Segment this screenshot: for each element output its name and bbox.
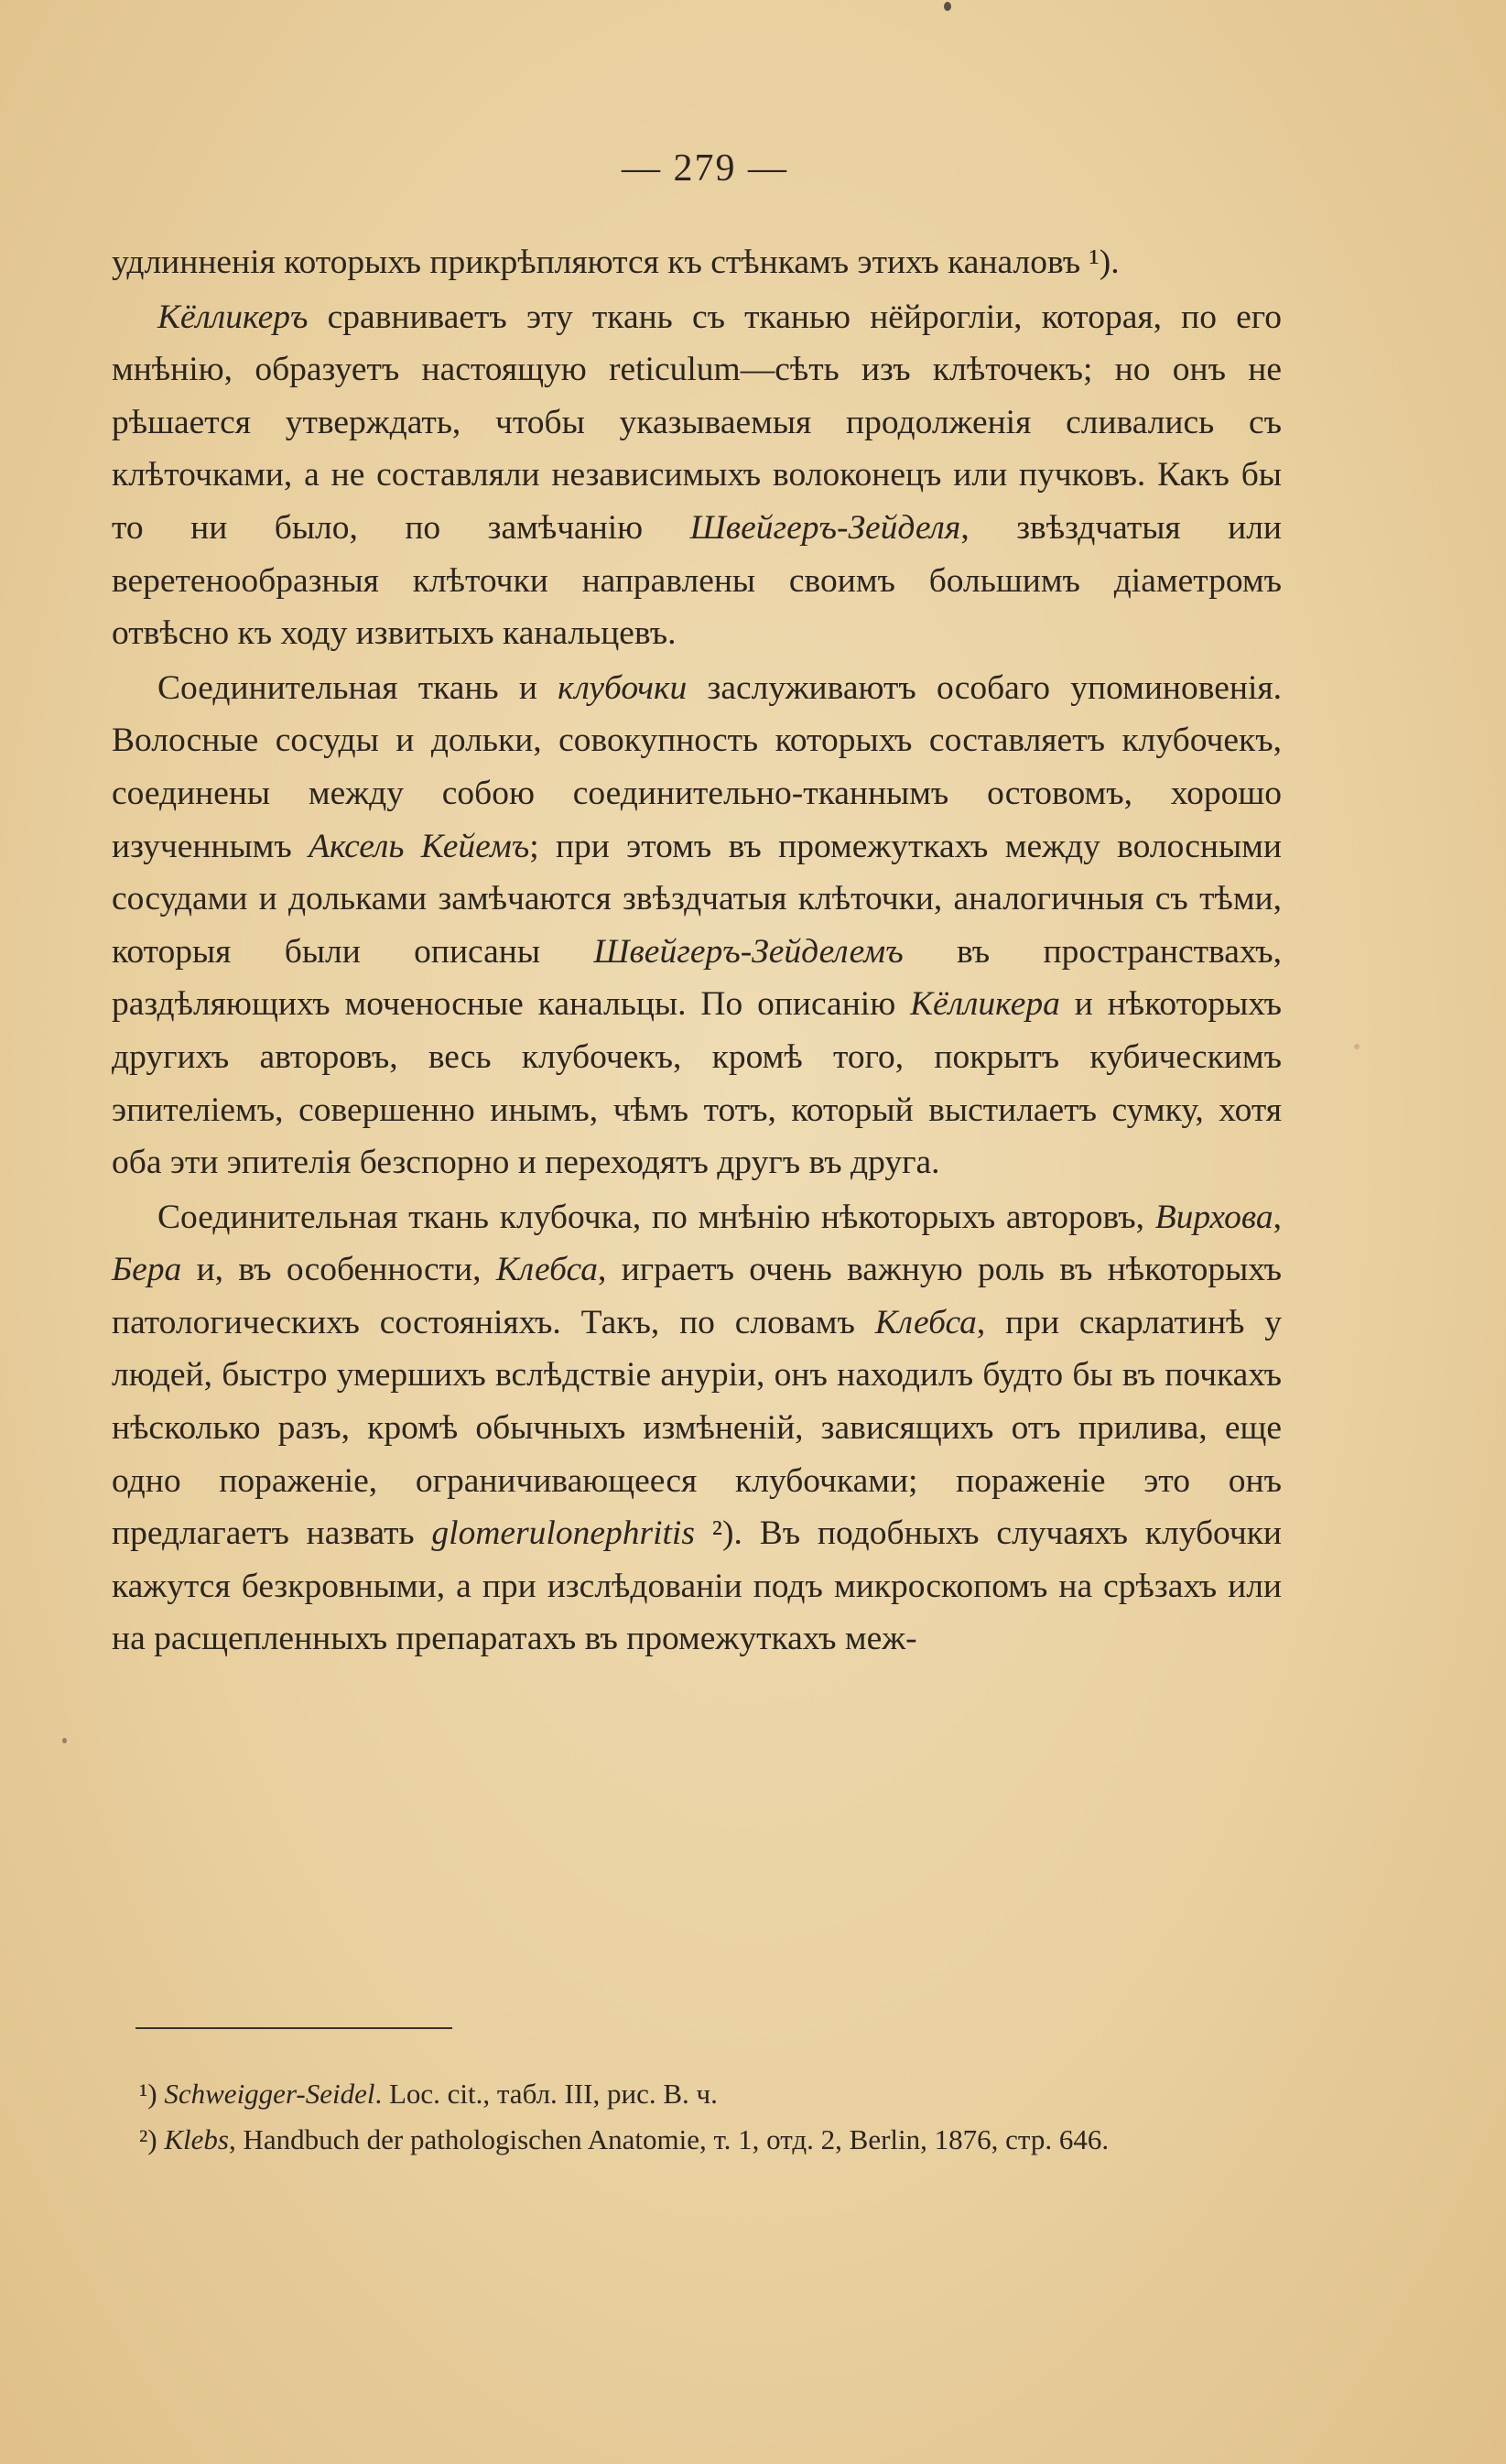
text-run: ²) [139,2123,165,2155]
italic-name: Аксель Кейемъ [309,827,530,865]
text-run: , при скарлатинѣ у людей, быстро умершихъ вслѣдствіе ануріи, онъ находилъ будто бы въ почкахъ нѣсколько разъ, кромѣ обычныхъ измѣненій, зависящихъ отъ прилива, еще одно пораженіе, ограничивающееся клубочками; пораженіе это онъ предлагаетъ назвать [112,1303,1282,1553]
text-run: ; при этомъ въ промежуткахъ между волосными сосудами и дольками замѣчаются звѣздчатыя клѣточки, аналогичныя съ тѣми, которыя были описаны [112,827,1282,971]
italic-name: Klebs [164,2123,229,2155]
text-run: удлинненія которыхъ прикрѣпляются къ стѣнкамъ этихъ каналовъ ¹). [112,244,1120,281]
italic-name: Швейгеръ-Зейделемъ [593,932,904,971]
paragraph-3 [112,662,1282,1189]
footnote-1 [112,2071,1282,2117]
italic-name: Schweigger-Seidel [164,2078,375,2110]
text-run: заслуживаютъ особаго упоминовенія. Волосные сосуды и дольки, совокупность которыхъ составляетъ клубочекъ, соединены между собою соединительно-тканнымъ остовомъ, хорошо изученнымъ [112,668,1282,865]
text-run: и нѣкоторыхъ другихъ авторовъ, весь клубочекъ, кромѣ того, покрытъ кубическимъ эпителіемъ, совершенно инымъ, чѣмъ тотъ, который выстилаетъ сумку, хотя оба эти эпителія безспорно и переходятъ другъ въ друга. [112,985,1282,1182]
ink-speck [62,1738,67,1743]
text-run: , звѣздчатыя или веретенообразныя клѣточки направлены своимъ большимъ діаметромъ отвѣсно къ ходу извитыхъ канальцевъ. [112,508,1282,653]
text-run: и, въ особенности, [181,1251,496,1289]
text-run: въ пространствахъ, раздѣляющихъ моченосные канальцы. По описанію [112,932,1282,1024]
text-run: Соединительная ткань клубочка, по мнѣнію нѣкоторыхъ авторовъ, [157,1198,1155,1236]
text-run: . Loc. cit., табл. III, рис. B. ч. [374,2078,718,2110]
italic-name: Швейгеръ-Зейделя [689,508,961,547]
footnote-2 [112,2117,1282,2163]
italic-name: Клебса [495,1251,598,1289]
italic-name: Бера [112,1251,182,1289]
italic-name: клубочки [558,668,688,707]
text-run: Соединительная ткань и [157,668,558,707]
text-run: ²). Въ подобныхъ случаяхъ клубочки кажутся безкровными, а при изслѣдованіи подъ микроскопомъ на срѣзахъ или на расщепленныхъ препаратахъ въ промежуткахъ меж- [112,1514,1282,1658]
italic-name: Клебса [874,1303,977,1341]
text-run: , Handbuch der pathologischen Anatomie, т. 1, отд. 2, Berlin, 1876, стр. 646. [229,2123,1110,2155]
ink-speck [1354,1044,1360,1049]
italic-name: Вирхова [1154,1198,1273,1236]
paragraph-2 [112,291,1282,660]
italic-name: glomerulonephritis [431,1514,695,1553]
main-text [112,236,1282,1666]
text-run: , играетъ очень важную роль въ нѣкоторыхъ патологическихъ состояніяхъ. Такъ, по словамъ [112,1251,1282,1341]
ink-speck [944,2,951,11]
italic-name: Кёлликера [910,985,1060,1024]
footnote-divider [135,2027,452,2029]
italic-name: Кёлликеръ [157,298,309,336]
paragraph-1 [112,236,1282,289]
page-number: — 279 — [622,147,788,190]
text-run: сравниваетъ эту ткань съ тканью нёйрогліи, которая, по его мнѣнію, образуетъ настоящую reticulum—сѣть изъ клѣточекъ; но онъ не рѣшается утверждать, чтобы указываемыя продолженія сливались съ клѣточками, а не составляли независимыхъ волоконецъ или пучковъ. Какъ бы то ни было, по замѣчанію [112,298,1282,547]
footnotes [112,2071,1282,2163]
text-run: ¹) [139,2078,165,2110]
paragraph-4 [112,1191,1282,1666]
text-run: , [1273,1198,1282,1236]
